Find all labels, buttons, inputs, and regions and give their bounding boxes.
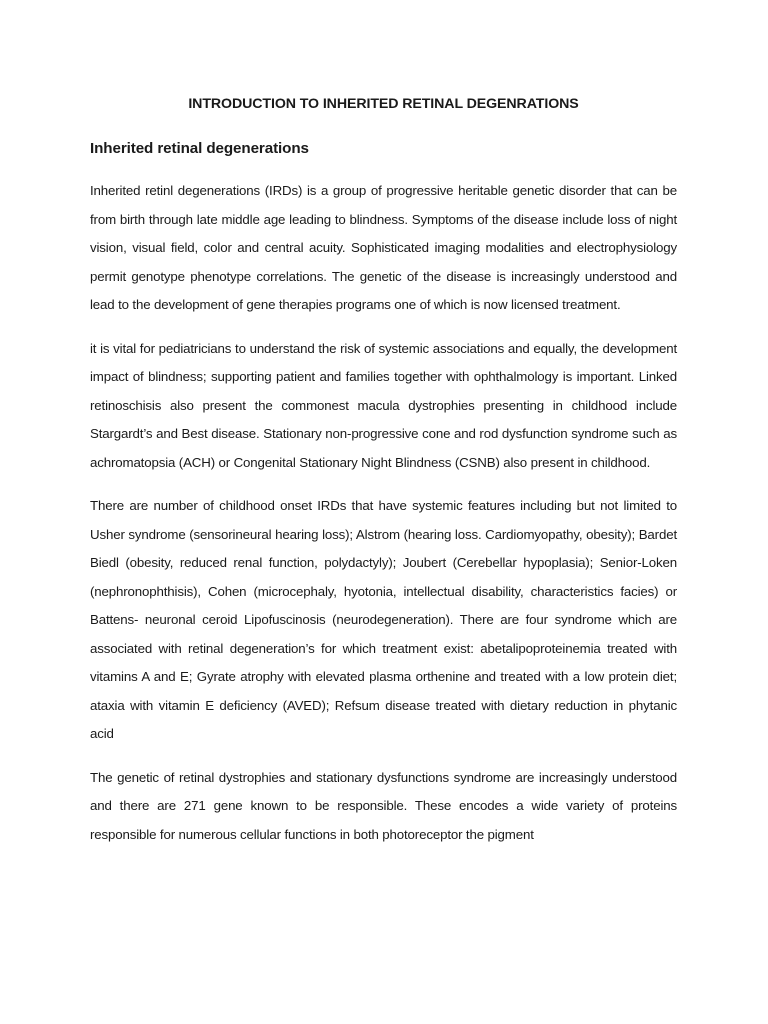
paragraph-2: it is vital for pediatricians to understand the risk of systemic associations and equally, the development impact of blindness; supporting patient and families together with ophthalmology is important. Linked retinoschisis also present the commonest macula dystrophies presenting in childhood include Stargardt’s and Best disease. Stationary non-progressive cone and rod dysfunction syndrome such as achromatopsia (ACH) or Congenital Stationary Night Blindness (CSNB) also present in childhood. [90,340,677,470]
paragraph-3: There are number of childhood onset IRDs that have systemic features including but not limited to Usher syndrome (sensorineural hearing loss); Alstrom (hearing loss. Cardiomyopathy, obesity); Bardet Biedl (obesity, reduced renal function, polydactyly); Joubert (Cerebellar hypoplasia); Senior-Loken (nephronophthisis), Cohen (microcephaly, hyotonia, intellectual disability, characteristics facies) or Battens- neuronal ceroid Lipofuscinosis (neurodegeneration). There are four syndrome which are associated with retinal degeneration’s for which treatment exist: abetalipoproteinemia treated with vitamins A and E; Gyrate atrophy with elevated plasma orthenine and treated with a low protein diet; ataxia with vitamin E deficiency (AVED); Refsum disease treated with dietary reduction in phytanic acid [90,498,677,741]
document-page [90,92,677,849]
paragraph-4: The genetic of retinal dystrophies and stationary dysfunctions syndrome are increasingly understood and there are 271 gene known to be responsible. These encodes a wide variety of proteins responsible for numerous cellular functions in both photoreceptor the pigment [90,769,677,842]
document-title: INTRODUCTION TO INHERITED RETINAL DEGENRATIONS [188,96,579,112]
paragraph-1: Inherited retinl degenerations (IRDs) is a group of progressive heritable genetic disorder that can be from birth through late middle age leading to blindness. Symptoms of the disease include loss of night vision, visual field, color and central acuity. Sophisticated imaging modalities and electrophysiology permit genotype phenotype correlations. The genetic of the disease is increasingly understood and lead to the development of gene therapies programs one of which is now licensed treatment. [90,183,677,312]
section-heading: Inherited retinal degenerations [90,140,309,157]
